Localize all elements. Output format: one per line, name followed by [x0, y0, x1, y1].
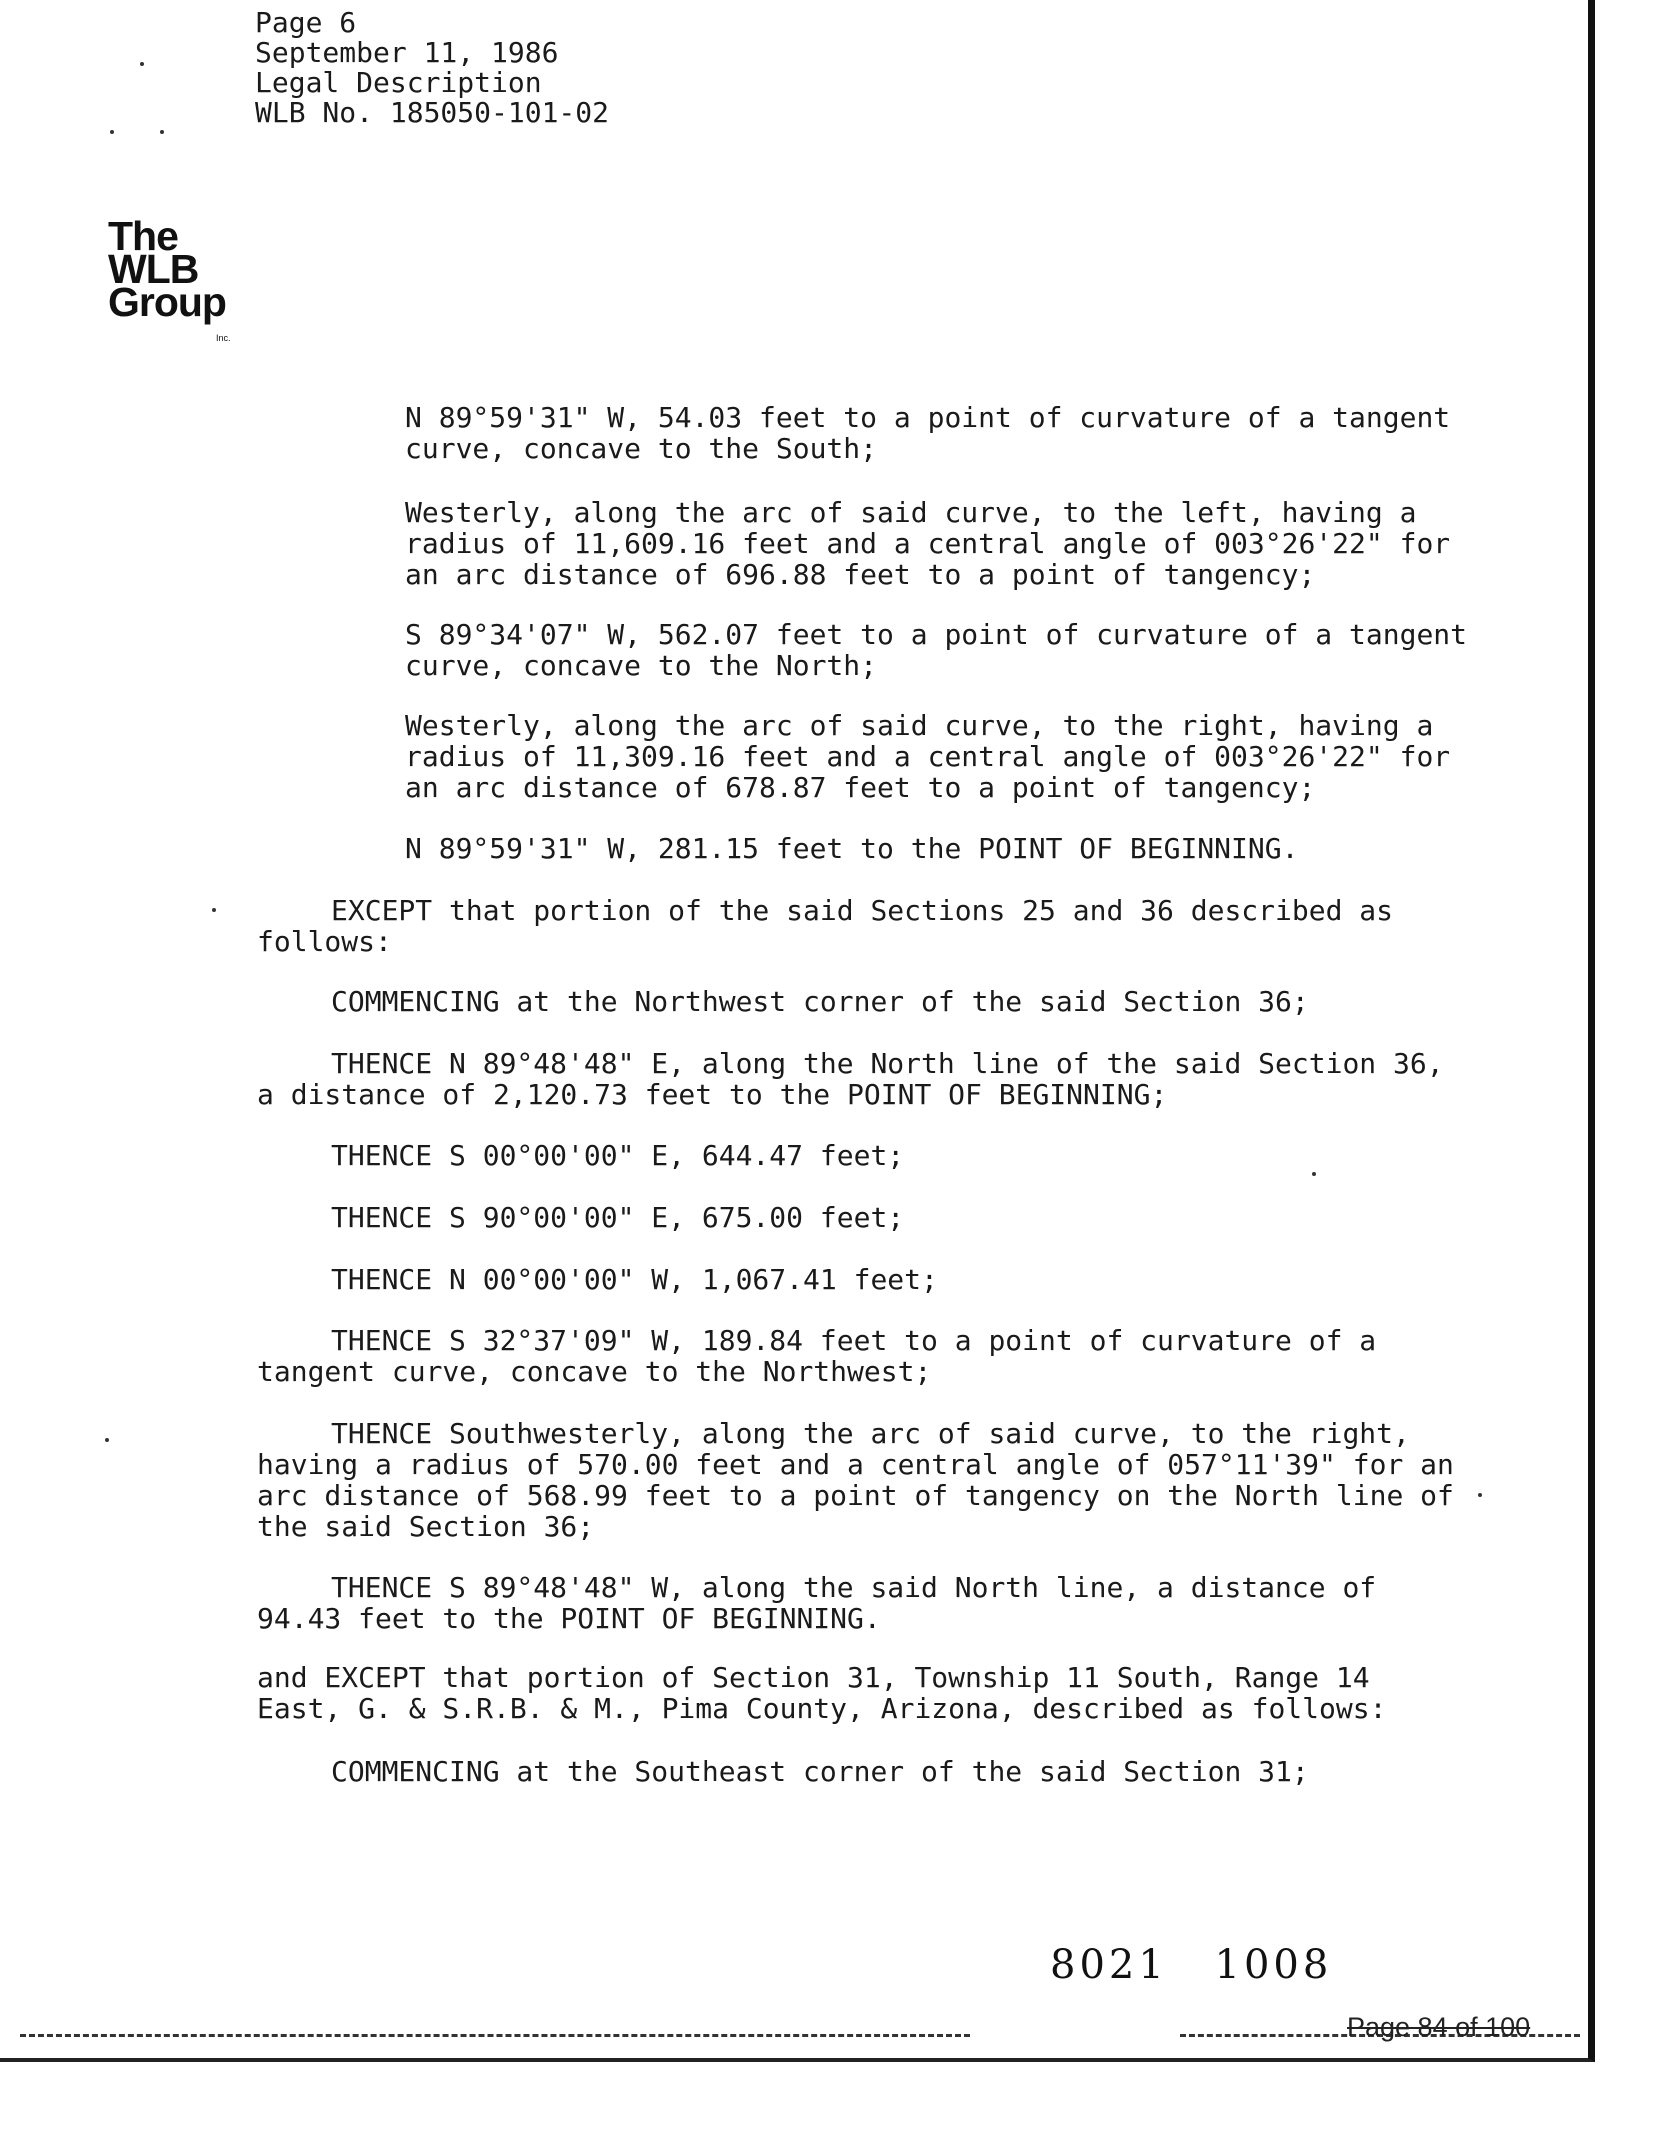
scan-speck: [140, 62, 144, 66]
paragraph-3: [405, 619, 1467, 681]
paragraph-line: COMMENCING at the Southeast corner of the said Section 31;: [331, 1755, 1309, 1788]
paragraph-line: an arc distance of 678.87 feet to a point of tangency;: [405, 771, 1316, 804]
paragraph-15: [257, 1662, 1386, 1724]
paragraph-12: [257, 1325, 1376, 1387]
scan-speck: [110, 130, 114, 134]
paragraph-line: curve, concave to the South;: [405, 432, 878, 465]
paragraph-line: arc distance of 568.99 feet to a point of tangency on the North line of: [257, 1479, 1454, 1512]
paragraph-16: [331, 1756, 1309, 1787]
header-doc-type: Legal Description: [255, 66, 542, 99]
paragraph-1: [405, 402, 1450, 464]
paragraph-13: [257, 1418, 1454, 1542]
paragraph-11: [331, 1264, 938, 1295]
paragraph-line: THENCE S 89°48'48" W, along the said North line, a distance of: [331, 1571, 1377, 1604]
scan-speck: [105, 1438, 109, 1442]
paragraph-10: [331, 1202, 904, 1233]
scan-speck: [1478, 1493, 1482, 1497]
paragraph-9: [331, 1140, 904, 1171]
paragraph-line: 94.43 feet to the POINT OF BEGINNING.: [257, 1602, 881, 1635]
wlb-group-logo: [108, 213, 231, 343]
page-counter: Page 84 of 100: [1347, 2012, 1531, 2042]
header-wlb-number: WLB No. 185050-101-02: [255, 96, 610, 129]
paragraph-line: N 89°59'31" W, 281.15 feet to the POINT OF BEGINNING.: [405, 832, 1299, 865]
paragraph-4: [405, 710, 1450, 803]
paragraph-line: a distance of 2,120.73 feet to the POINT OF BEGINNING;: [257, 1078, 1168, 1111]
paragraph-line: and EXCEPT that portion of Section 31, Township 11 South, Range 14: [257, 1661, 1370, 1694]
header-date: September 11, 1986: [255, 36, 559, 69]
paragraph-line: having a radius of 570.00 feet and a central angle of 057°11'39" for an: [257, 1448, 1454, 1481]
page-header: [255, 8, 609, 128]
logo-line-1: The: [108, 213, 178, 259]
paragraph-7: [331, 986, 1309, 1017]
paragraph-line: THENCE N 89°48'48" E, along the North line of the said Section 36,: [331, 1047, 1444, 1080]
paragraph-line: radius of 11,609.16 feet and a central angle of 003°26'22" for: [405, 527, 1451, 560]
document-number: 8021 1008: [1050, 1942, 1333, 1988]
scan-speck: [212, 908, 216, 912]
footer-rule: [20, 2034, 970, 2037]
paragraph-line: follows:: [257, 925, 392, 958]
paragraph-line: THENCE S 00°00'00" E, 644.47 feet;: [331, 1139, 905, 1172]
logo-suffix: Inc.: [216, 333, 231, 343]
scan-speck: [160, 130, 164, 134]
paragraph-line: THENCE Southwesterly, along the arc of said curve, to the right,: [331, 1417, 1410, 1450]
logo-line-3: Group: [108, 279, 226, 325]
paragraph-8: [257, 1048, 1444, 1110]
paragraph-line: THENCE N 00°00'00" W, 1,067.41 feet;: [331, 1263, 938, 1296]
paragraph-line: S 89°34'07" W, 562.07 feet to a point of curvature of a tangent: [405, 618, 1468, 651]
paragraph-line: the said Section 36;: [257, 1510, 595, 1543]
paragraph-line: tangent curve, concave to the Northwest;: [257, 1355, 932, 1388]
paragraph-line: THENCE S 32°37'09" W, 189.84 feet to a point of curvature of a: [331, 1324, 1377, 1357]
scan-speck: [1312, 1172, 1316, 1176]
paragraph-line: Westerly, along the arc of said curve, to the left, having a: [405, 496, 1417, 529]
paragraph-line: curve, concave to the North;: [405, 649, 878, 682]
header-page-number: Page 6: [255, 6, 357, 39]
paragraph-line: N 89°59'31" W, 54.03 feet to a point of curvature of a tangent: [405, 401, 1451, 434]
paragraph-line: THENCE S 90°00'00" E, 675.00 feet;: [331, 1201, 905, 1234]
paragraph-line: COMMENCING at the Northwest corner of the said Section 36;: [331, 985, 1309, 1018]
paragraph-14: [257, 1572, 1376, 1634]
paragraph-line: East, G. & S.R.B. & M., Pima County, Arizona, described as follows:: [257, 1692, 1387, 1725]
paragraph-line: an arc distance of 696.88 feet to a point of tangency;: [405, 558, 1316, 591]
paragraph-line: EXCEPT that portion of the said Sections 25 and 36 described as: [331, 894, 1394, 927]
paragraph-5: [405, 833, 1298, 864]
paragraph-line: radius of 11,309.16 feet and a central angle of 003°26'22" for: [405, 740, 1451, 773]
paragraph-6: [257, 895, 1393, 957]
paragraph-2: [405, 497, 1450, 590]
logo-line-2: WLB: [108, 246, 199, 292]
paragraph-line: Westerly, along the arc of said curve, to the right, having a: [405, 709, 1434, 742]
